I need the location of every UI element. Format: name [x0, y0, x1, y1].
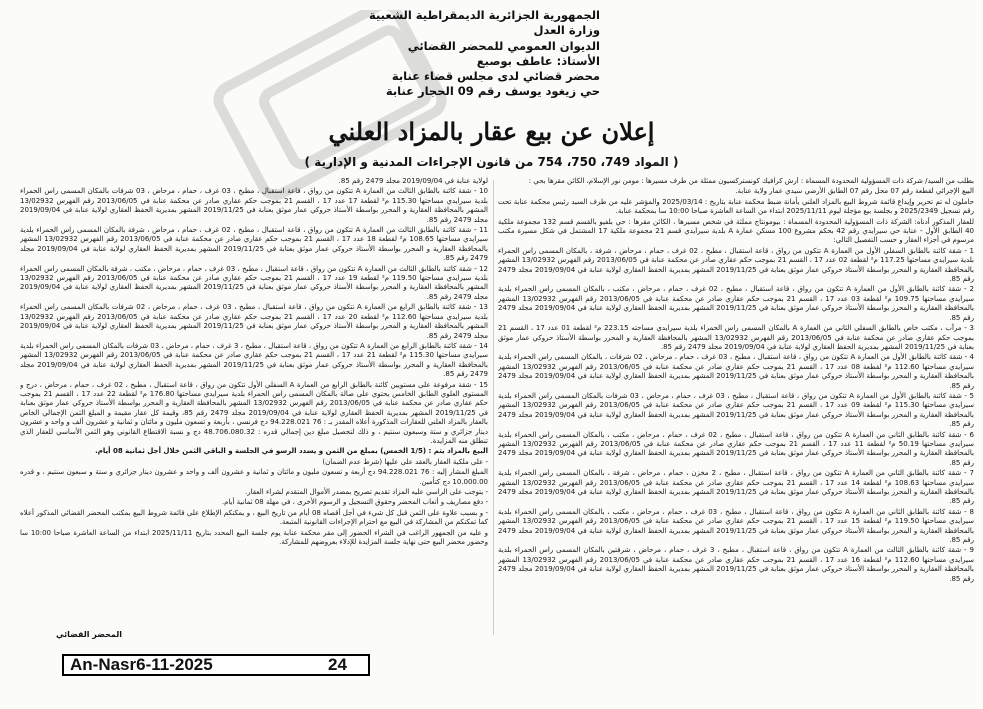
- column-divider: [493, 180, 494, 635]
- paragraph: المبلغ المشار إليه : 76 94.228.021 دج أربعة و تسعون مليون و مائتان و ثمانية و عشرون ألف و واحد و عشرون دينار جزائري و ستة و سبعون سنتيم ، و قدره 10.000.00 دج كتأمين.: [20, 468, 488, 486]
- paragraph: - دفع مصاريف و أتعاب المحضر وحقوق التسجيل و الرسوم الأخرى ، في مهلة 08 ثمانية أيام.: [221, 498, 488, 507]
- office-name: الديوان العمومي للمحضر القضائي: [407, 39, 600, 53]
- court-name: محضر قضائي لدى مجلس قضاء عنابة: [391, 69, 600, 83]
- republic-name: الجمهورية الجزائرية الديمقراطية الشعبية: [368, 8, 600, 22]
- office-address: حي زيغود يوسف رقم 09 الحجار عنابة: [385, 84, 600, 98]
- left-text-column: [20, 177, 488, 639]
- ministry-name: وزارة العدل: [533, 23, 600, 37]
- bailiff-name: الأستاذ: عاطف بوصبع: [476, 54, 600, 68]
- property-item: 3 - مرآب ، مكتب خاص بالطابق السفلي الثاني من العمارة A بالمكان المسمى راس الحمراء بلدية سيرايدي مساحته 223.15 م² لقطعة 01 عدد 17 ، القسم 21 بموجب حكم عقاري صادر عن محكمة عنابة في 2013/06/05 رقم الفهرس 13/02932 المشهر بالمحافظة العقارية و المحرر بواسطة الأستاذ حروكي عمار موثق بعنابة في 2019/11/25 المشهر بمديرية الحفظ العقاري لولاية عنابة في 2019/09/04 مجلد 2479 رقم 85.: [498, 324, 974, 351]
- paragraph: حاملون له تم تحرير وإيداع قائمة شروط البيع بالمزاد العلني بأمانة ضبط محكمة عنابة بتاريخ : 2025/03/14 والمؤشر عليه من طرف السيد رئيس محكمة عنابة تحت رقم تسجيل 2025/2349 و بجلسة بيع مؤجلة ليوم 2025/11/11 ابتداء من الساعة العاشرة صباحا 10:00 سا بمحكمة عنابة.: [498, 197, 974, 216]
- property-item: 11 - شقة كائنة بالطابق الثالث من العمارة A تتكون من رواق ، قاعة استقبال ، مطبخ ، 02 غرف ، حمام ، مرحاض ، شرفة بالمكان المسمى راس الحمراء بلدية سيرايدي مساحتها 108.65 م² لقطعة 18 عدد 17 ، القسم 21 بموجب حكم عقاري صادر عن محكمة عنابة في 2013/06/05 رقم الفهرس 13/02932 المشهر بالمحافظة العقارية و المحرر بواسطة الأستاذ حروكي عمار موثق بعنابة في 2019/11/25 المشهر بمديرية الحفظ العقاري لولاية عنابة في 2019/09/04 مجلد 2479 رقم 85.: [20, 226, 488, 263]
- paragraph: بطلب من السيد/ شركة ذات المسؤولية المحدودة المسماة : أرش كرافيك كونستركسيون ممثلة من طرف مسيرها : مومن نور الإسلام، الكائن مقرها بحي :: [528, 177, 974, 185]
- paragraph: البيع الإجرائي لقطعة رقم 07 محل رقم 07 الطابق الأرضي سيدي عمار ولاية عنابة.: [735, 187, 974, 196]
- property-item: 7 - شقة كائنة بالطابق الثاني من العمارة A تتكون من رواق ، قاعة استقبال ، مطبخ ، 2 مخزن ، حمام ، مرحاض ، شرفة ، بالمكان المسمى راس الحمراء بلدية سيرايدي مساحتها 108.63 م² لقطعة 14 عدد 17 ، القسم 21 بموجب حكم عقاري صادر عن محكمة عنابة في 2013/06/05 رقم الفهرس 13/02932 المشهر بالمحافظة العقارية و المحرر بواسطة الأستاذ حروكي عمار موثق بعنابة في 2019/11/25 المشهر بمديرية الحفظ العقاري لولاية عنابة في 2019/09/04 مجلد 2479 رقم 85.: [498, 469, 974, 506]
- paragraph: - على ملكية العقار بالعقد على عليها (شرط عدم الضمان): [322, 457, 488, 466]
- property-item: 6 - شقة كائنة بالطابق الثاني من العمارة A تتكون من رواق ، قاعة استقبال ، مطبخ ، 02 غرف ، حمام ، مرحاض ، مكتب ، بالمكان المسمى راس الحمراء بلدية سيرايدي مساحتها 50.19 م² لقطعة 11 عدد 17 ، القسم 21 بموجب حكم عقاري صادر عن محكمة عنابة في 2013/06/05 رقم الفهرس 13/02932 المشهر بالمحافظة العقارية و المحرر بواسطة الأستاذ حروكي عمار موثق بعنابة في 2019/11/25 المشهر بمديرية الحفظ العقاري لولاية عنابة في 2019/09/04 مجلد 2479 رقم 85.: [498, 430, 974, 467]
- property-item: 4 - شقة كائنة بالطابق الأول من العمارة A تتكون من رواق ، قاعة استقبال ، مطبخ ، 03 غرف ، حمام ، مرحاض ، 02 شرفات ، بالمكان المسمى راس الحمراء بلدية سيرايدي مساحتها 112.60 م² لقطعة 08 عدد 17 ، القسم 21 بموجب حكم عقاري صادر عن محكمة عنابة في 2013/06/05 رقم الفهرس 13/02932 المشهر بالمحافظة العقارية و المحرر بواسطة الأستاذ حروكي عمار موثق بعنابة في 2019/11/25 المشهر بمديرية الحفظ العقاري لولاية عنابة في 2019/09/04 مجلد 2479 رقم 85.: [498, 353, 974, 390]
- right-text-column: [498, 177, 974, 639]
- property-item: 10 - شقة كائنة بالطابق الثالث من العمارة A تتكون من رواق ، قاعة استقبال ، مطبخ ، 03 غرف ، حمام ، مرحاض ، 03 شرفات بالمكان المسمى راس الحمراء بلدية سيرايدي مساحتها 115.30 م² لقطعة 17 عدد 17 ، القسم 21 بموجب حكم عقاري صادر عن محكمة عنابة في 2013/06/05 رقم الفهرس 13/02932 المشهر بالمحافظة العقارية و المحرر بواسطة الأستاذ حروكي عمار موثق بعنابة في 2019/11/25 المشهر بمديرية الحفظ العقاري لولاية عنابة في 2019/09/04 مجلد 2479 رقم 85.: [20, 187, 488, 224]
- bailiff-signature: المحضر القضائي: [55, 630, 122, 639]
- legal-articles-subtitle: ( المواد 749، 750، 754 من قانون الإجراءات المدنية و الإدارية ): [304, 155, 679, 169]
- property-item: 14 - شقة كائنة بالطابق الرابع من العمارة A تتكون من رواق ، قاعة استقبال ، مطبخ ، 3 غرف ، حمام ، مرحاض ، 03 شرفات بالمكان المسمى راس الحمراء بلدية سيرايدي مساحتها 115.30 م² لقطعة 21 عدد 17 ، القسم 21 بموجب حكم عقاري صادر عن محكمة عنابة في 2013/06/05 رقم الفهرس 13/02932 المشهر بالمحافظة العقارية و المحرر بواسطة الأستاذ حروكي عمار موثق بعنابة في 2019/11/25 المشهر بمديرية الحفظ العقاري لولاية عنابة في 2019/09/04 مجلد 2479 رقم 85.: [20, 341, 488, 379]
- property-item: 1 - شقة كائنة بالطابق السفلي الأول من العمارة A تتكون من رواق ، قاعة استقبال ، مطبخ ، 02 غرف ، حمام ، مرحاض ، شرفة ، بالمكان المسمى راس الحمراء بلدية سيرايدي مساحتها 117.25 م² لقطعة 02 عدد 17 ، القسم 21 بموجب حكم عقاري صادر عن محكمة عنابة في 2013/06/05 رقم الفهرس 13/02932 المشهر بالمحافظة العقارية و المحرر بواسطة الأستاذ حروكي عمار موثق بعنابة في 2019/11/25 المشهر بمديرية الحفظ العقاري لولاية عنابة في 2019/09/04 مجلد 2479 رقم 85.: [498, 246, 974, 284]
- property-item: 13 - شقة كائنة بالطابق الرابع من العمارة A تتكون من رواق ، قاعة استقبال ، مطبخ ، 03 غرف ، حمام ، مرحاض ، 02 شرفات بالمكان المسمى راس الحمراء بلدية سيرايدي مساحتها 112.60 م² لقطعة 20 عدد 17 ، القسم 21 بموجب حكم عقاري صادر عن محكمة عنابة في 2013/06/05 رقم الفهرس 13/02932 المشهر بالمحافظة العقارية و المحرر بواسطة الأستاذ حروكي عمار موثق بعنابة في 2019/11/25 المشهر بمديرية الحفظ العقاري لولاية عنابة في 2019/09/04 مجلد 2479 رقم 85.: [20, 303, 488, 340]
- paragraph: للعقار المذكور أدناه: الشركة ذات المسؤولية المحدودة المسماة : بيومونتاج مملثة في شخص مسيرها ، الكائن مقرها : حي بلفيو بالقسم قسم 132 مجموعة ملكية 40 الطابق الأول - عنابة حي سيرايدي رقم 42 بحكم مشروع 100 مسكن عمارة A بلدية سيرايدي قسم 21 مجموعة ملكية 17 المشتمل في شكل مسيرة مكتب مرسوم في أجزاء العقار و حسب التفصيل التالي:: [498, 217, 974, 245]
- paragraph: و عليه من الجمهور الراغب في الشراء الحضور إلى مقر محكمة عنابة يوم جلسة البيع المحدد بتاريخ 2025/11/11 ابتداء من الساعة العاشرة صباحا 10:00 سا وحضور محضر البيع حتى نهاية جلسة المزايدة للإدلاء بعروضهم للمشاركة.: [20, 528, 488, 547]
- property-item: 15 - شقة مرفوعة على مستويين كائنة بالطابق الرابع من العمارة A السفلي الأول تتكون من رواق ، قاعة استقبال ، مطبخ ، 02 غرف ، حمام ، مرحاض ، درج و المستوى العلوي الطابق الخامس يحتوي على صالة بالمكان المسمى راس الحمراء بلدية سيرايدي مساحتها 176.80 م² لقطعة 22 عدد 17 ، القسم 21 بموجب حكم عقاري صادر عن محكمة عنابة في 2013/06/05 رقم الفهرس 13/02932 المشهر بالمحافظة العقارية و المحرر بواسطة الأستاذ حروكي عمار موثق بعنابة في 2019/11/25 المشهر بمديرية الحفظ العقاري لولاية عنابة في 2019/09/04 مجلد 2479 رقم 85، وقيمة كل عقار مقيمة و المبلغ الثمن الإجمالي الخاص بالعقار بالمزاد العلني للعقارات المذكورة أعلاه المقدر بـ : 76 94.228.021 دج فرنسي ، بأربعة و تسعون مليون و مائتان و ثمانية و عشرون ألف و واحد و عشرون دينار جزائري و ستة وسبعون سنتيم ، و ذلك لتحصيل مبلغ دين إجمالي قدره : 48.706.080.32 دج و نسبة الاقتطاع القانوني وهو الثمن الأساسي للعقار الذي تنطلق منه المزايدة.: [20, 380, 488, 445]
- announcement-title: إعلان عن بيع عقار بالمزاد العلني: [328, 117, 655, 146]
- publication-date: An-Nasr6-11-2025: [70, 655, 213, 674]
- paragraph: لولاية عنابة في 2019/09/04 مجلد 2479 رقم 85.: [338, 177, 488, 185]
- property-item: 9 - شقة كائنة بالطابق الثالث من العمارة A تتكون من رواق ، قاعة استقبال ، مطبخ ، 3 غرف ، حمام ، مرحاض ، شرفتين بالمكان المسمى راس الحمراء بلدية سيرايدي مساحتها 112.60 م² لقطعة 16 عدد 17 ، القسم 21 بموجب حكم عقاري صادر عن محكمة عنابة في 2013/06/05 رقم الفهرس 13/02932 المشهر بالمحافظة العقارية و المحرر بواسطة الأستاذ حروكي عمار موثق بعنابة في 2019/11/25 المشهر بمديرية الحفظ العقاري لولاية عنابة في 2019/09/04 مجلد 2479 رقم 85.: [498, 546, 974, 583]
- property-item: 5 - شقة كائنة بالطابق الأول من العمارة A تتكون من رواق ، قاعة استقبال ، مطبخ ، 03 غرف ، حمام ، مرحاض ، 03 شرفات بالمكان المسمى راس الحمراء بلدية سيرايدي مساحتها 115.30 م² لقطعة 09 عدد 17 ، القسم 21 بموجب حكم عقاري صادر عن محكمة عنابة في 2013/06/05 رقم الفهرس 13/02932 المشهر بالمحافظة العقارية و المحرر بواسطة الأستاذ حروكي عمار موثق بعنابة في 2019/11/25 المشهر بمديرية الحفظ العقاري لولاية عنابة في 2019/09/04 مجلد 2479 رقم 85.: [498, 391, 974, 429]
- sale-terms: البيع بالمزاد يتم : (1/5 الخمس) بمبلغ من الثمن و يسدد الرسو في الجلسة و الباقي الثمن خلال أجل ثمانية 08 أيام.: [95, 447, 488, 456]
- property-item: 8 - شقة كائنة بالطابق الثاني من العمارة A تتكون من رواق ، قاعة استقبال ، مطبخ ، 03 غرف ، حمام ، مرحاض ، مكتب ، بالمكان المسمى راس الحمراء بلدية سيرايدي مساحتها 119.50 م² لقطعة 15 عدد 17 ، القسم 21 بموجب حكم عقاري صادر عن محكمة عنابة في 2013/06/05 رقم الفهرس 13/02932 المشهر بالمحافظة العقارية و المحرر بواسطة الأستاذ حروكي عمار موثق بعنابة في 2019/11/25 المشهر بمديرية الحفظ العقاري لولاية عنابة في 2019/09/04 مجلد 2479 رقم 85.: [498, 507, 974, 545]
- property-item: 2 - شقة كائنة بالطابق الأول من العمارة A تتكون من رواق ، قاعة استقبال ، مطبخ ، 02 غرف ، حمام ، مرحاض ، مكتب ، بالمكان المسمى راس الحمراء بلدية سيرايدي مساحتها 109.75 م² لقطعة 03 عدد 17 ، القسم 21 بموجب حكم عقاري صادر عن محكمة عنابة في 2013/06/05 رقم الفهرس 13/02932 المشهر بالمحافظة العقارية و المحرر بواسطة الأستاذ حروكي عمار موثق بعنابة في 2019/11/25 المشهر بمديرية الحفظ العقاري لولاية عنابة في 2019/09/04 مجلد 2479 رقم 85.: [498, 285, 974, 322]
- footer-bar: [62, 654, 370, 676]
- paragraph: - و بسبب علاوة على الثمن قبل كل شيء في أجل أقصاه 08 أيام من تاريخ البيع ، و يمكنكم الإطلاع على قائمة شروط البيع بمكتب المحضر القضائي المذكور أعلاه كما تمكنكم من المشاركة في البيع مع احترام الإجراءات القانونية المتبعة.: [20, 508, 488, 527]
- property-item: 12 - شقة كائنة بالطابق الثالث من العمارة A تتكون من رواق ، قاعة استقبال ، مطبخ ، 03 غرف ، حمام ، مرحاض ، مكتب ، شرفة بالمكان المسمى راس الحمراء بلدية سيرايدي مساحتها 119.50 م² لقطعة 19 عدد 17 ، القسم 21 بموجب حكم عقاري صادر عن محكمة عنابة في 2013/06/05 رقم الفهرس 13/02932 المشهر بالمحافظة العقارية و المحرر بواسطة الأستاذ حروكي عمار موثق بعنابة في 2019/11/25 المشهر بمديرية الحفظ العقاري لولاية عنابة في 2019/09/04 مجلد 2479 رقم 85.: [20, 264, 488, 301]
- paragraph: - يتوجب على الراسي عليه المزاد تقديم تصريح بمصدر الأموال المتقدم لشراء العقار.: [245, 488, 488, 496]
- page-number: 24: [328, 655, 347, 674]
